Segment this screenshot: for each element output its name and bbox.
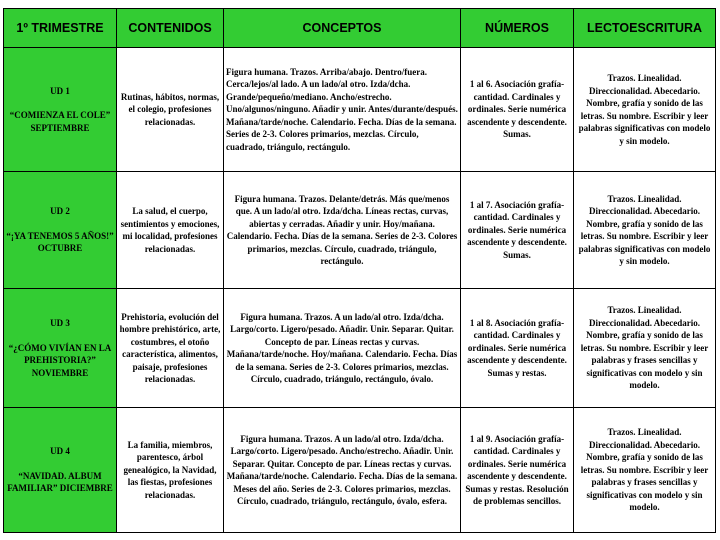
unit-number: UD 1 xyxy=(50,85,70,96)
conceptos-cell: Figura humana. Trazos. A un lado/al otro. Izda/dcha. Largo/corto. Ligero/pesado. Ancho/estrecho. Añadir. Unir. Separar. Quitar. Concepto de par. Líneas rectas y curvas. Mañana/tarde/noche. Calendario. Fecha. Días de la semana. Meses del año. Series de 2-3. Colores primarios, mezclas. Círculo, cuadrado, triángulo, rectángulo, óvalo, esfera. xyxy=(224,408,461,533)
header-trimestre xyxy=(4,9,117,48)
header-lectoescritura: LECTOESCRITURA xyxy=(574,9,716,48)
curriculum-table xyxy=(3,8,716,533)
table-row xyxy=(4,172,716,289)
contenidos-cell: Prehistoria, evolución del hombre prehistórico, arte, costumbres, el otoño característica, alimentos, paisaje, profesiones relacionadas. xyxy=(117,289,224,408)
numeros-cell: 1 al 7. Asociación grafía-cantidad. Cardinales y ordinales. Serie numérica ascendente y descendente. Sumas. xyxy=(461,172,574,289)
table-row xyxy=(4,289,716,408)
lectoescritura-cell: Trazos. Linealidad. Direccionalidad. Abecedario. Nombre, grafía y sonido de las letras. Su nombre. Escribir y leer palabras y frases sencillas y significativas con modelo y sin modelo. xyxy=(574,408,716,533)
header-contenidos: CONTENIDOS xyxy=(117,9,224,48)
lectoescritura-cell: Trazos. Linealidad. Direccionalidad. Abecedario. Nombre, grafía y sonido de las letras. Su nombre. Escribir y leer palabras y frases sencillas y significativas con modelo y sin modelo. xyxy=(574,289,716,408)
header-row xyxy=(4,9,716,48)
header-trimestre-text: 1º TRIMESTRE xyxy=(16,20,104,35)
unit-title: “¡YA TENEMOS 5 AÑOS!” OCTUBRE xyxy=(6,230,114,254)
unit-cell xyxy=(4,289,117,408)
lectoescritura-cell: Trazos. Linealidad. Direccionalidad. Abecedario. Nombre, grafía y sonido de las letras. Su nombre. Escribir y leer palabras significativas con modelo y sin modelo. xyxy=(574,172,716,289)
unit-title: “¿CÓMO VIVÍAN EN LA PREHISTORIA?” NOVIEMBRE xyxy=(8,342,112,378)
contenidos-cell: La salud, el cuerpo, sentimientos y emociones, mi localidad, profesiones relacionadas. xyxy=(117,172,224,289)
numeros-cell: 1 al 8. Asociación grafía-cantidad. Cardinales y ordinales. Serie numérica ascendente y descendente. Sumas y restas. xyxy=(461,289,574,408)
unit-cell xyxy=(4,172,117,289)
unit-title: “COMIENZA EL COLE” SEPTIEMBRE xyxy=(9,110,111,133)
unit-number: UD 2 xyxy=(50,206,70,217)
unit-cell xyxy=(4,48,117,172)
unit-title: “NAVIDAD. ALBUM FAMILIAR” DICIEMBRE xyxy=(7,470,113,494)
unit-cell xyxy=(4,408,117,533)
unit-number: UD 3 xyxy=(50,318,70,328)
header-conceptos: CONCEPTOS xyxy=(224,9,461,48)
lectoescritura-cell: Trazos. Linealidad. Direccionalidad. Abecedario. Nombre, grafía y sonido de las letras. Su nombre. Escribir y leer palabras significativas con modelo y sin modelo. xyxy=(574,48,716,172)
contenidos-cell: La familia, miembros, parentesco, árbol genealógico, la Navidad, las fiestas, profesiones relacionadas. xyxy=(117,408,224,533)
table-row xyxy=(4,48,716,172)
contenidos-cell: Rutinas, hábitos, normas, el colegio, profesiones relacionadas. xyxy=(117,48,224,172)
header-numeros: NÚMEROS xyxy=(461,9,574,48)
table-row xyxy=(4,408,716,533)
conceptos-cell: Figura humana. Trazos. Arriba/abajo. Dentro/fuera. Cerca/lejos/al lado. A un lado/al otro. Izda/dcha. Grande/pequeño/mediano. Ancho/estrecho. Uno/algunos/ninguno. Añadir y unir. Antes/durante/después. Mañana/tarde/noche. Calendario. Fecha. Días de la semana. Series de 2-3. Colores primarios, mezclas. Círculo, cuadrado, triángulo, rectángulo. xyxy=(224,48,461,172)
numeros-cell: 1 al 6. Asociación grafía-cantidad. Cardinales y ordinales. Serie numérica ascendente y descendente. Sumas. xyxy=(461,48,574,172)
conceptos-cell: Figura humana. Trazos. A un lado/al otro. Izda/dcha. Largo/corto. Ligero/pesado. Añadir. Unir. Separar. Quitar. Concepto de par. Líneas rectas y curvas. Mañana/tarde/noche. Hoy/mañana. Calendario. Fecha. Días de la semana. Series de 2-3. Colores primarios, mezclas. Círculo, cuadrado, triángulo, rectángulo, óvalo. xyxy=(224,289,461,408)
unit-number: UD 4 xyxy=(50,446,70,457)
numeros-cell: 1 al 9. Asociación grafía-cantidad. Cardinales y ordinales. Serie numérica ascendente y descendente. Sumas y restas. Resolución de problemas sencillos. xyxy=(461,408,574,533)
conceptos-cell: Figura humana. Trazos. Delante/detrás. Más que/menos que. A un lado/al otro. Izda/dcha. Líneas rectas, curvas, abiertas y cerradas. Añadir y unir. Hoy/mañana. Calendario. Fecha. Días de la semana. Series de 2-3. Colores primarios, mezclas. Círculo, cuadrado, triángulo, rectángulo. xyxy=(224,172,461,289)
